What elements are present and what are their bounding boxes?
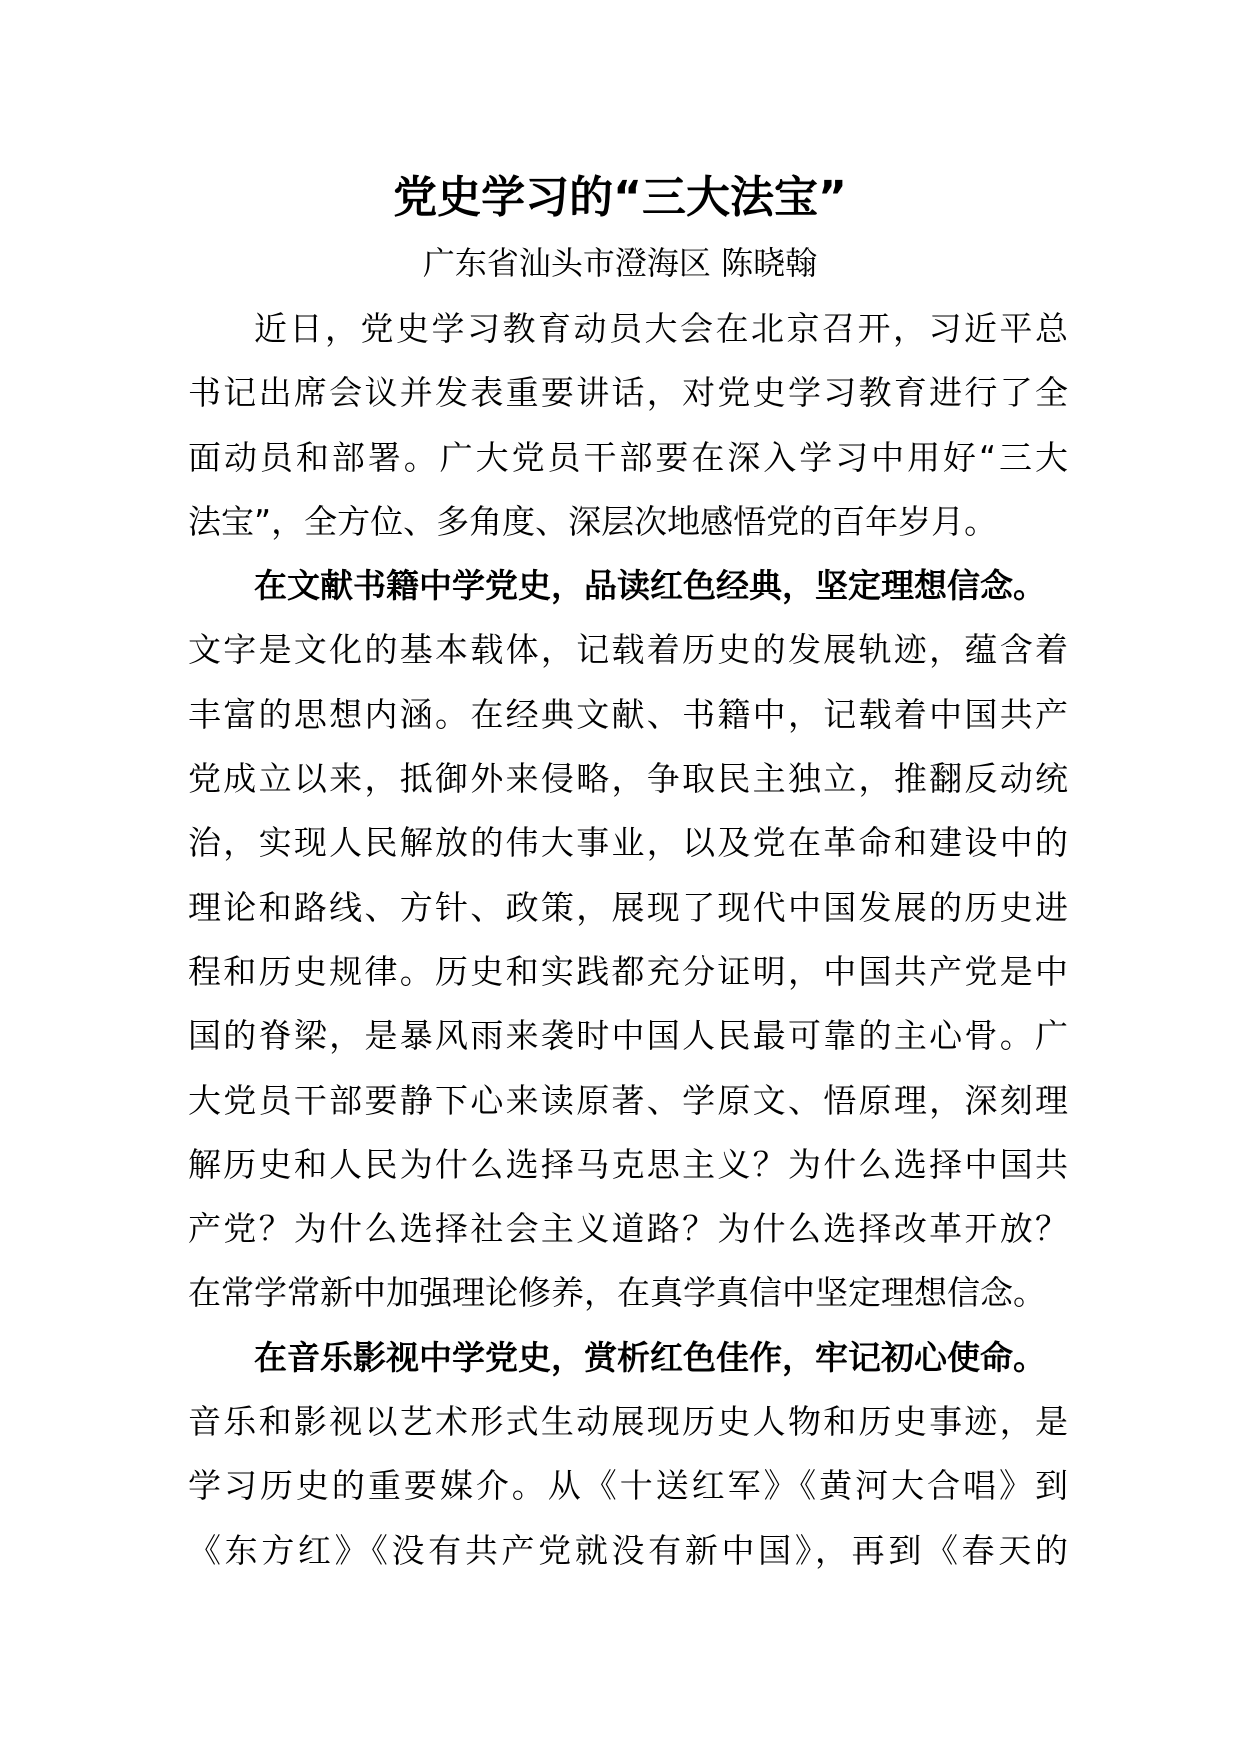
paragraph-2-line-4: 治，实现人民解放的伟大事业，以及党在革命和建设中的 (188, 823, 1068, 863)
paragraph-2-line-10: 产党？为什么选择社会主义道路？为什么选择改革开放？ (188, 1209, 1068, 1249)
paragraph-2-line-5: 理论和路线、方针、政策，展现了现代中国发展的历史进 (188, 887, 1068, 927)
paragraph-1-line-2: 书记出席会议并发表重要讲话，对党史学习教育进行了全 (188, 373, 1068, 413)
section-heading-1: 在文献书籍中学党史，品读红色经典，坚定理想信念。 (254, 566, 1046, 606)
paragraph-2-line-2: 丰富的思想内涵。在经典文献、书籍中，记载着中国共产 (188, 694, 1068, 734)
paragraph-1-line-4: 法宝”，全方位、多角度、深层次地感悟党的百年岁月。 (188, 501, 998, 541)
paragraph-2-line-8: 大党员干部要静下心来读原著、学原文、悟原理，深刻理 (188, 1080, 1068, 1120)
paragraph-2-line-6: 程和历史规律。历史和实践都充分证明，中国共产党是中 (188, 951, 1068, 991)
paragraph-2-line-11: 在常学常新中加强理论修养，在真学真信中坚定理想信念。 (188, 1273, 1046, 1313)
paragraph-2-line-3: 党成立以来，抵御外来侵略，争取民主独立，推翻反动统 (188, 759, 1068, 799)
section-heading-2: 在音乐影视中学党史，赏析红色佳作，牢记初心使命。 (254, 1337, 1046, 1377)
document-title: 党史学习的“三大法宝” (393, 172, 847, 223)
paragraph-3-line-3: 《东方红》《没有共产党就没有新中国》，再到《春天的 (188, 1530, 1068, 1570)
paragraph-1-line-3: 面动员和部署。广大党员干部要在深入学习中用好“三大 (188, 437, 1068, 477)
paragraph-2-line-9: 解历史和人民为什么选择马克思主义？为什么选择中国共 (188, 1144, 1068, 1184)
paragraph-2-line-1: 文字是文化的基本载体，记载着历史的发展轨迹，蕴含着 (188, 630, 1068, 670)
paragraph-3-line-2: 学习历史的重要媒介。从《十送红军》《黄河大合唱》到 (188, 1466, 1068, 1506)
paragraph-3-line-1: 音乐和影视以艺术形式生动展现历史人物和历史事迹，是 (188, 1402, 1068, 1442)
document-author: 广东省汕头市澄海区 陈晓翰 (422, 244, 818, 282)
paragraph-1-line-1: 近日，党史学习教育动员大会在北京召开，习近平总 (254, 309, 1068, 348)
document-body (188, 297, 1068, 1583)
paragraph-2-line-7: 国的脊梁，是暴风雨来袭时中国人民最可靠的主心骨。广 (188, 1016, 1068, 1056)
